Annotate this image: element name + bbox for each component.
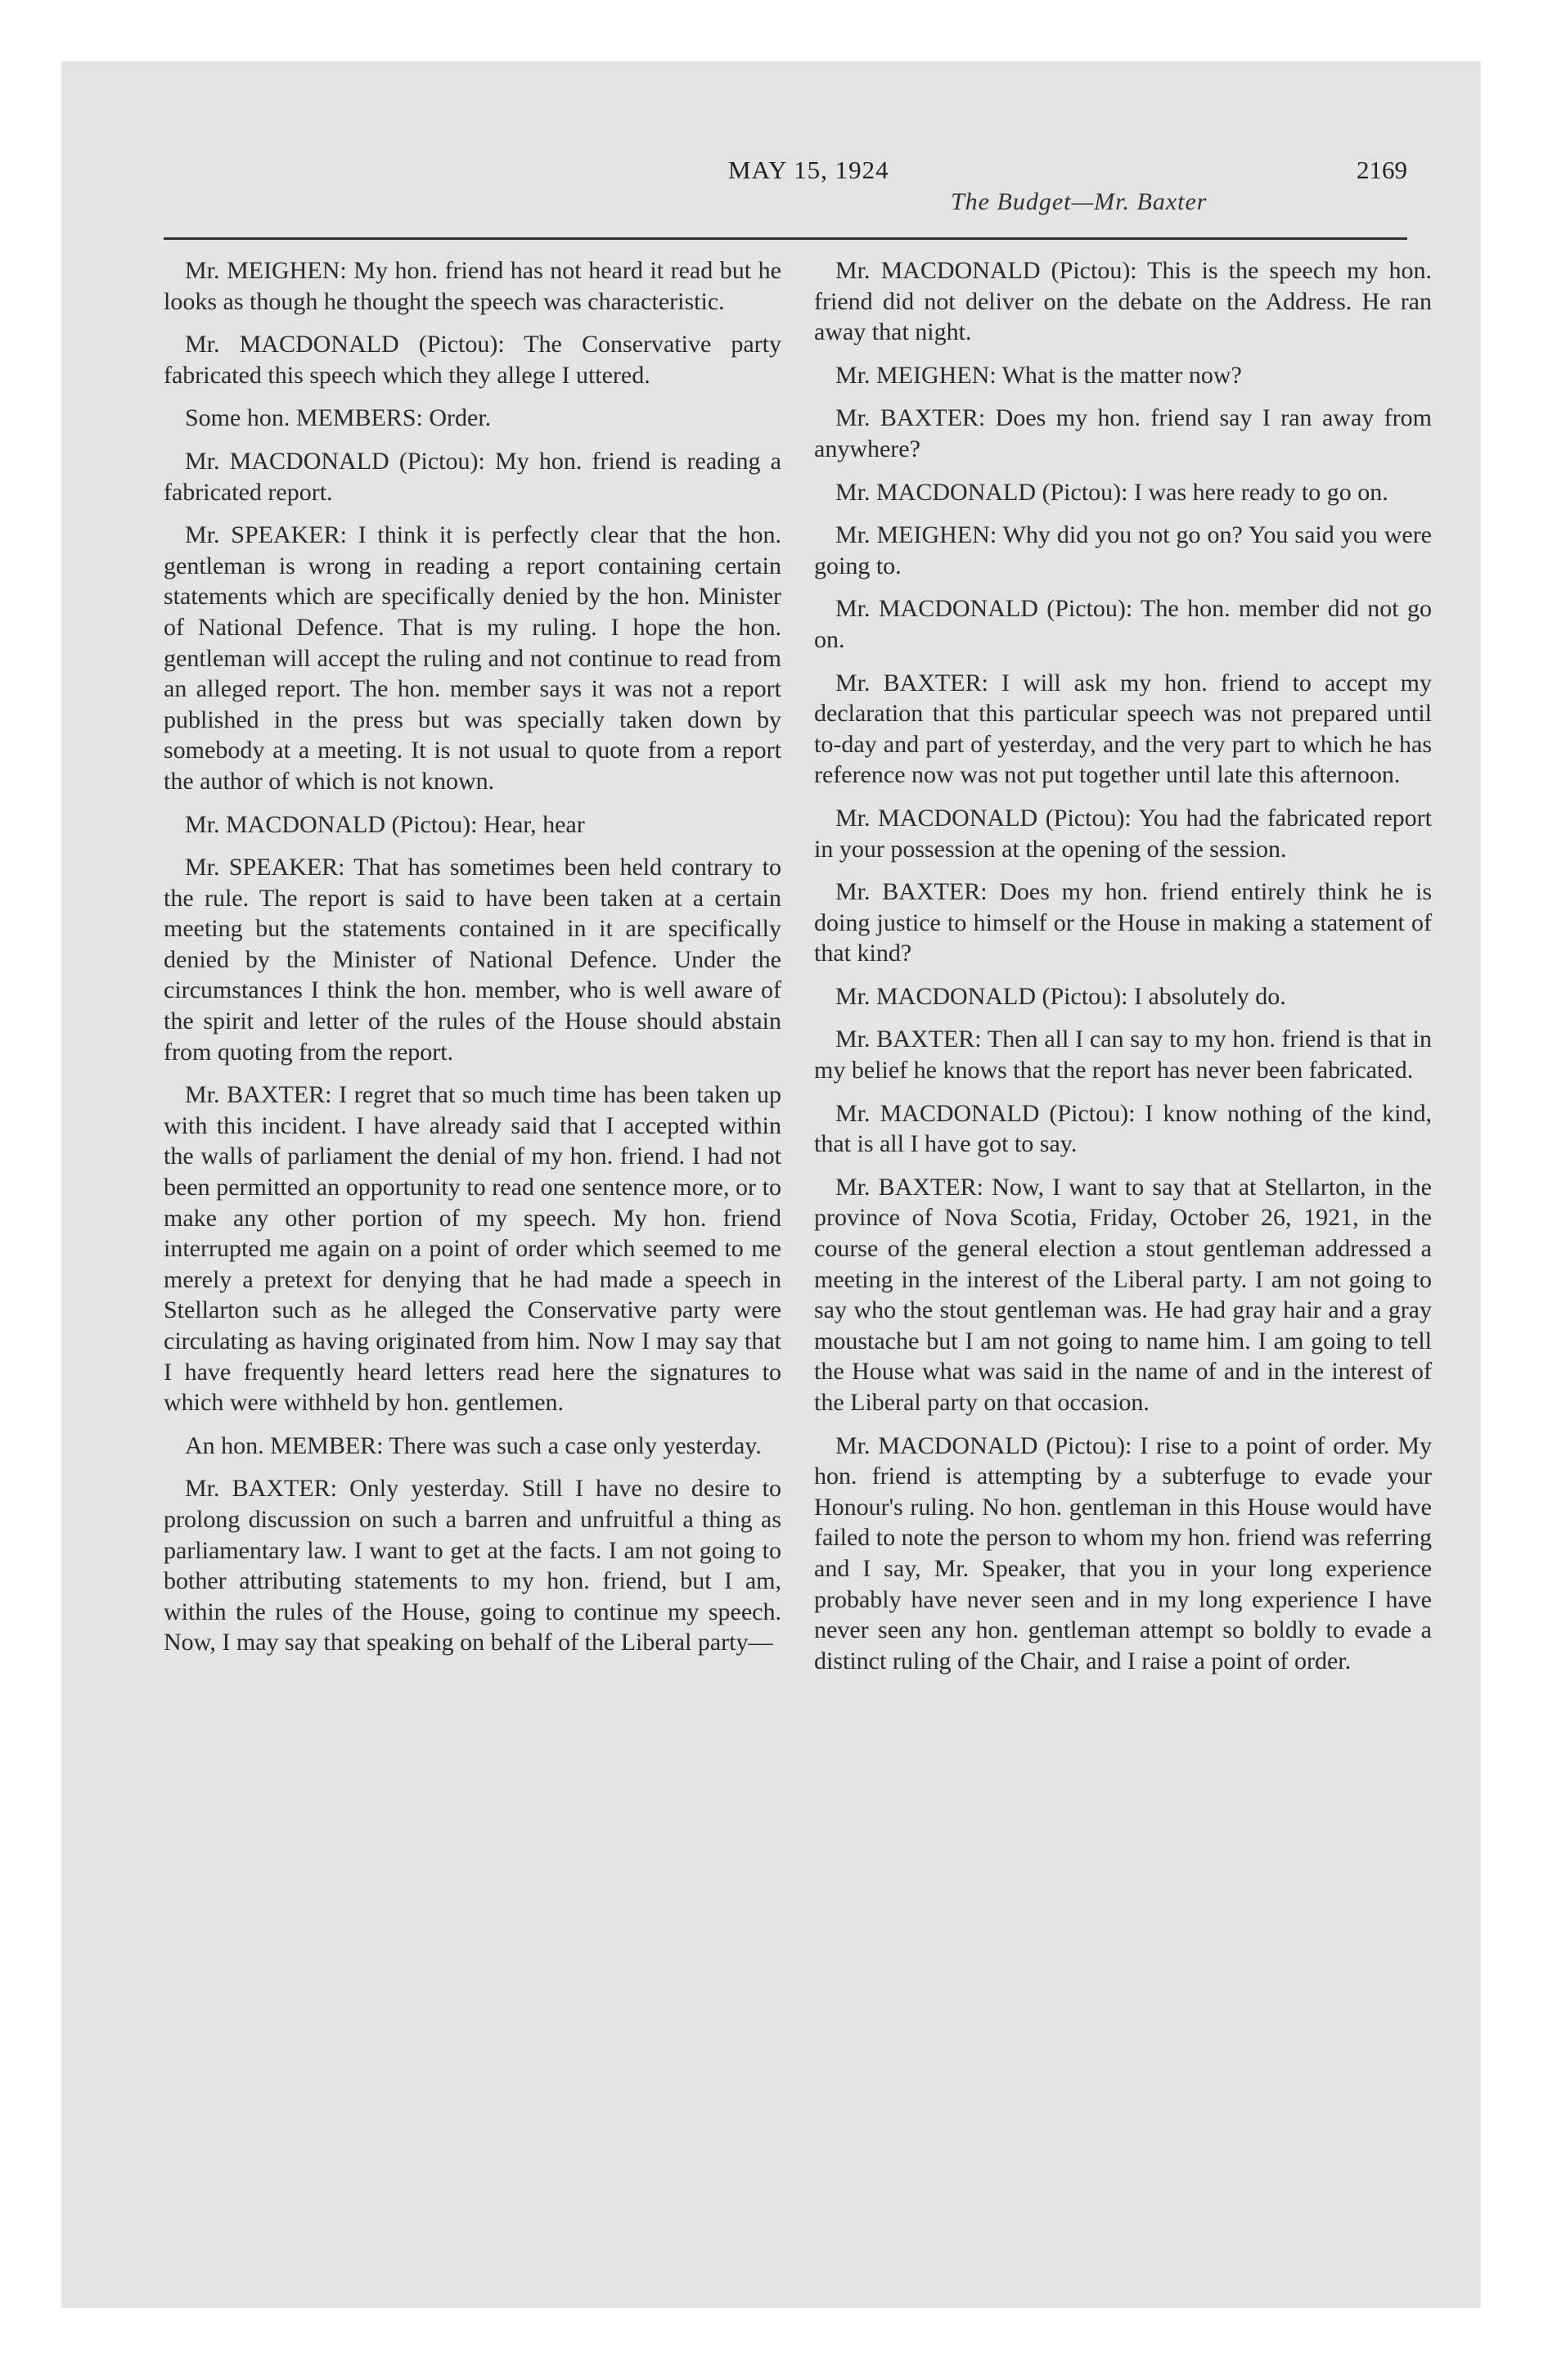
page-header [164, 156, 1407, 237]
paragraph: Mr. MACDONALD (Pictou): I absolutely do. [835, 982, 1286, 1010]
right-column [814, 255, 1432, 1688]
paragraph: An hon. MEMBER: There was such a case only yesterday. [185, 1431, 762, 1459]
paragraph: Mr. MACDONALD (Pictou): I know nothing of the kind, that is all I have got to say. [814, 1099, 1432, 1158]
left-column [164, 255, 781, 1670]
header-subtitle: The Budget—Mr. Baxter [951, 188, 1208, 215]
paragraph: Mr. BAXTER: Then all I can say to my hon. friend is that in my belief he knows that the report has never been fabricated. [814, 1025, 1432, 1084]
paragraph: Mr. MACDONALD (Pictou): You had the fabricated report in your possession at the opening of the session. [814, 804, 1432, 863]
paragraph: Mr. MACDONALD (Pictou): I was here ready to go on. [835, 478, 1388, 506]
paragraph: Mr. BAXTER: I will ask my hon. friend to accept my declaration that this particular speech was not prepared until to-day and part of yesterday, and the very part to which he has reference now was not put together until late this afternoon. [814, 669, 1432, 789]
paragraph: Mr. BAXTER: Only yesterday. Still I have no desire to prolong discussion on such a barren and unfruitful a thing as parliamentary law. I want to get at the facts. I am not going to bother attributing statements to my hon. friend, but I am, within the rules of the House, going to continue my speech. Now, I may say that speaking on behalf of the Liberal party— [164, 1475, 781, 1657]
paragraph: Mr. BAXTER: Does my hon. friend entirely think he is doing justice to himself or the House in making a statement of that kind? [814, 878, 1432, 967]
paragraph: Mr. MACDONALD (Pictou): This is the speech my hon. friend did not deliver on the debate on the Address. He ran away that night. [814, 257, 1432, 346]
header-date: MAY 15, 1924 [728, 156, 889, 184]
paragraph: Mr. MACDONALD (Pictou): My hon. friend is reading a fabricated report. [164, 447, 781, 506]
paragraph: Mr. MACDONALD (Pictou): The Conservative party fabricated this speech which they allege I uttered. [164, 331, 781, 389]
paragraph: Mr. BAXTER: I regret that so much time has been taken up with this incident. I have already said that I accepted within the walls of parliament the denial of my hon. friend. I had not been permitted an opportunity to read one sentence more, or to make any other portion of my speech. My hon. friend interrupted me again on a point of order which seemed to me merely a pretext for denying that he had made a speech in Stellarton such as he alleged the Conservative party were circulating as having originated from him. Now I may say that I have frequently heard letters read here the signatures to which were withheld by hon. gentlemen. [164, 1081, 781, 1417]
paragraph: Some hon. MEMBERS: Order. [185, 404, 492, 432]
paragraph: Mr. MACDONALD (Pictou): I rise to a point of order. My hon. friend is attempting by a subterfuge to evade your Honour's ruling. No hon. gentleman in this House would have failed to note the person to whom my hon. friend was referring and I say, Mr. Speaker, that you in your long experience probably have never seen and in my long experience I have never seen any hon. gentleman attempt so boldly to evade a distinct ruling of the Chair, and I raise a point of order. [814, 1431, 1432, 1675]
paragraph: Mr. SPEAKER: That has sometimes been held contrary to the rule. The report is said to have been taken at a certain meeting but the statements contained in it are specifically denied by the Minister of National Defence. Under the circumstances I think the hon. member, who is well aware of the spirit and letter of the rules of the House should abstain from quoting from the report. [164, 854, 781, 1066]
paragraph: Mr. BAXTER: Now, I want to say that at Stellarton, in the province of Nova Scotia, Friday, October 26, 1921, in the course of the general election a stout gentleman addressed a meeting in the interest of the Liberal party. I am not going to say who the stout gentleman was. He had gray hair and a gray moustache but I am not going to name him. I am going to tell the House what was said in the name of and in the interest of the Liberal party on that occasion. [814, 1173, 1432, 1416]
paragraph: Mr. MEIGHEN: My hon. friend has not heard it read but he looks as though he thought the speech was characteristic. [164, 257, 781, 315]
page-number: 2169 [1357, 156, 1407, 184]
paragraph: Mr. MACDONALD (Pictou): The hon. member did not go on. [814, 595, 1432, 653]
paragraph: Mr. BAXTER: Does my hon. friend say I ran away from anywhere? [814, 404, 1432, 462]
paragraph: Mr. MEIGHEN: Why did you not go on? You said you were going to. [814, 521, 1432, 579]
paragraph: Mr. MACDONALD (Pictou): Hear, hear [185, 810, 585, 838]
paragraph: Mr. MEIGHEN: What is the matter now? [835, 361, 1242, 389]
header-rule [164, 237, 1407, 240]
paragraph: Mr. SPEAKER: I think it is perfectly clear that the hon. gentleman is wrong in reading a report containing certain statements which are specifically denied by the hon. Minister of National Defence. That is my ruling. I hope the hon. gentleman will accept the ruling and not continue to read from an alleged report. The hon. member says it was not a report published in the press but was specially taken down by somebody at a meeting. It is not usual to quote from a report the author of which is not known. [164, 521, 781, 795]
